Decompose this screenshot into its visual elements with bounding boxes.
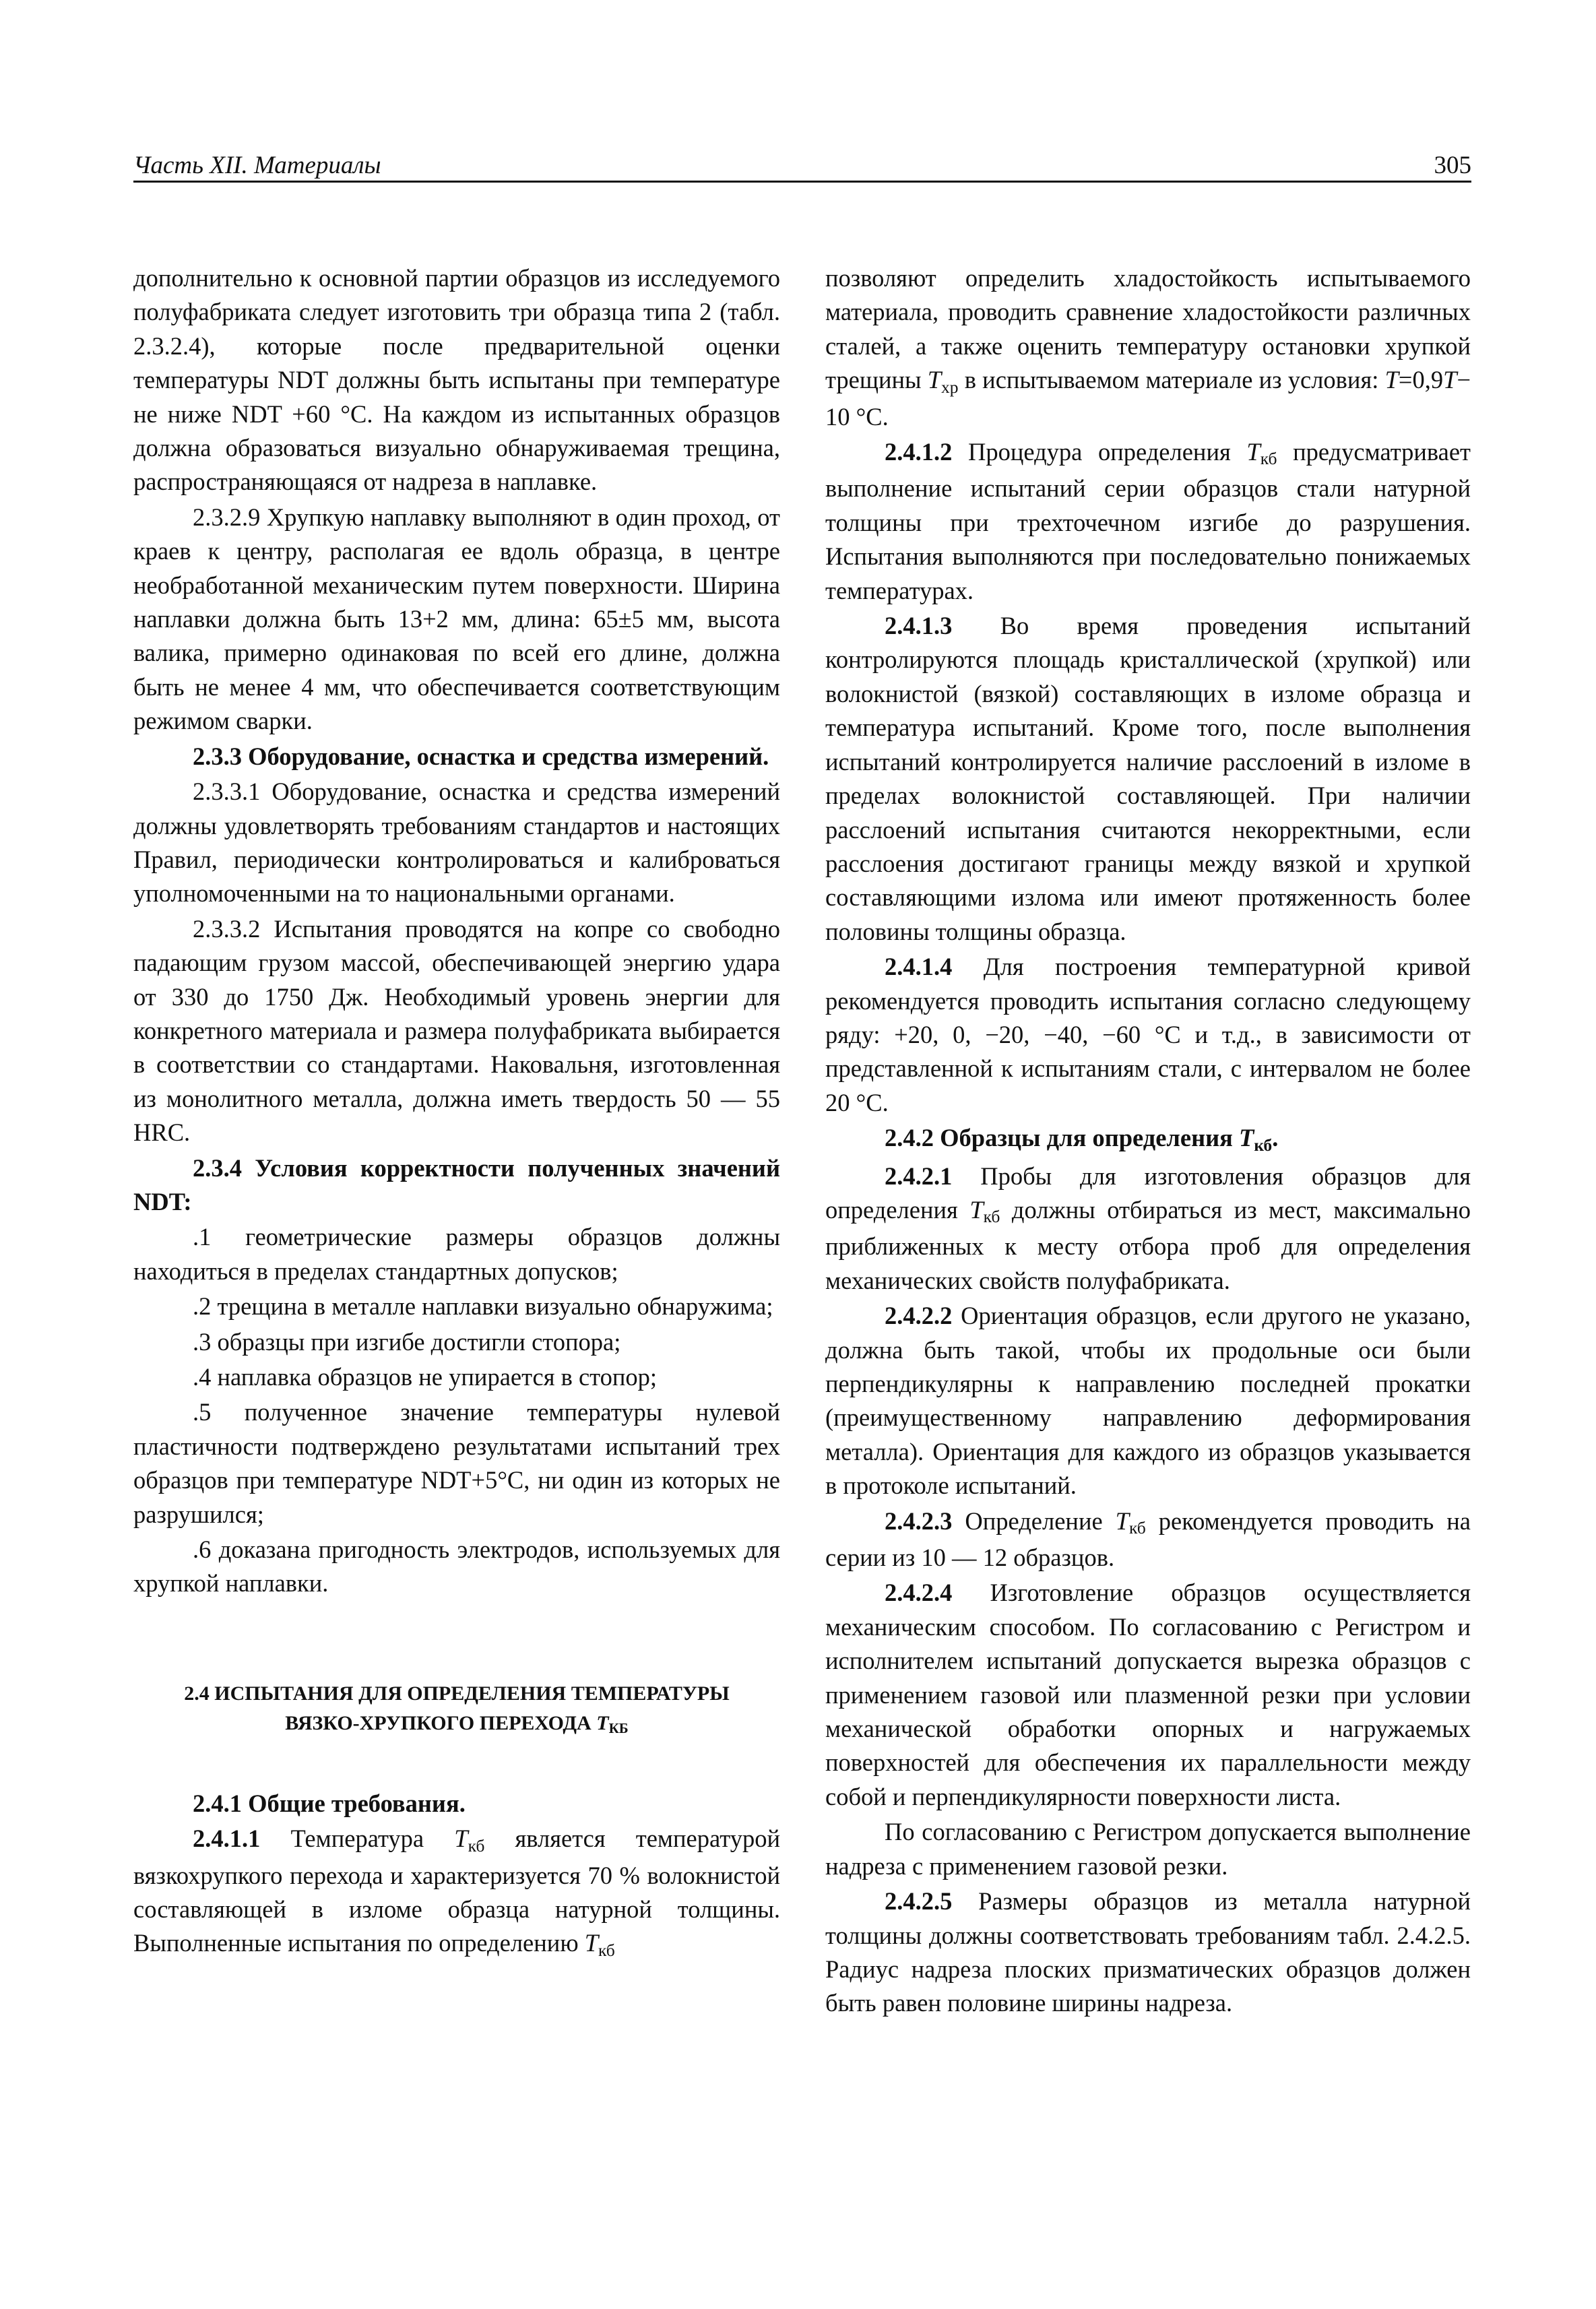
- clause-number: 2.3.3.1: [193, 778, 261, 806]
- paragraph: 2.3.3.1 Оборудование, оснастка и средства измерений должны удовлетворять требованиям стандартов и настоящих Правил, периодически контролироваться и калиброваться уполномоченными на то национальными органами.: [133, 778, 780, 908]
- clause-number: 2.3.3.2: [193, 914, 261, 943]
- clause-number: 2.4.1.2: [885, 438, 953, 466]
- subsection-heading: 2.4.1 Общие требования.: [193, 1789, 466, 1817]
- paragraph: По согласованию с Регистром допускается выполнение надреза с применением газовой резки.: [825, 1818, 1471, 1880]
- paragraph: 2.3.3.2 Испытания проводятся на копре со свободно падающим грузом массой, обеспечивающей энергию удара от 330 до 1750 Дж. Необходимый уровень энергии для конкретного материала и размера полуфабриката выбирается в соответствии со стандартами. Наковальня, изготовленная из монолитного металла, должна иметь твердость 50 — 55 HRC.: [133, 914, 781, 1147]
- list-item: .3 образцы при изгибе достигли стопора;: [193, 1327, 621, 1356]
- paragraph: 2.4.2.1 Пробы для изготовления образцов для определения Tкб должны отбираться из мест, максимально приближенных к месту отбора проб для определения механических свойств полуфабриката.: [825, 1162, 1471, 1294]
- paragraph: 2.4.2.5 Размеры образцов из металла натурной толщины должны соответствовать требованиям табл. 2.4.2.5. Радиус надреза плоских призматических образцов должен быть равен половине ширины надреза.: [825, 1887, 1471, 2017]
- left-column: [133, 261, 780, 1965]
- paragraph: 2.4.2.2 Ориентация образцов, если другого не указано, должна быть такой, чтобы их продольные оси были перпендикулярны к направлению последней прокатки (преимущественному направлению деформирования металла). Ориентация для каждого из образцов указывается в протоколе испытаний.: [825, 1302, 1471, 1500]
- right-column: [825, 261, 1471, 2022]
- section-title: 2.4 ИСПЫТАНИЯ ДЛЯ ОПРЕДЕЛЕНИЯ ТЕМПЕРАТУРЫ ВЯЗКО-ХРУПКОГО ПЕРЕХОДА TКБ: [184, 1682, 730, 1737]
- clause-number: 2.4.2.1: [885, 1162, 953, 1190]
- clause-number: 2.4.1.4: [885, 953, 953, 981]
- paragraph: 2.4.2.4 Изготовление образцов осуществляется механическим способом. По согласованию с Регистром и исполнителем испытаний допускается вырезка образцов с применением газовой или плазменной резки при условии механической обработки опорных и нагружаемых поверхностей для обеспечения их параллельности между собой и перпендикулярности поверхности листа.: [825, 1579, 1471, 1810]
- paragraph: позволяют определить хладостойкость испытываемого материала, проводить сравнение хладостойкости различных сталей, а также оценить температуру остановки хрупкой трещины Tхр в испытываемом материале из условия: T=0,9T− 10 °С.: [825, 264, 1471, 431]
- clause-number: 2.4.2.2: [885, 1302, 953, 1330]
- running-header: [133, 147, 1471, 183]
- clause-number: 2.4.2.5: [885, 1887, 953, 1916]
- paragraph: 2.4.1.3 Во время проведения испытаний контролируются площадь кристаллической (хрупкой) или волокнистой (вязкой) составляющих в изломе образца и температура испытаний. Кроме того, после выполнения испытаний контролируется наличие расслоений в изломе в пределах волокнистой составляющей. При наличии расслоений испытания считаются некорректными, если расслоения достигают границы между вязкой и хрупкой составляющими излома или имеют протяженность более половины толщины образца.: [825, 612, 1471, 945]
- paragraph: 2.4.1.1 Температура Tкб является температурой вязкохрупкого перехода и характеризуется 70 % волокнистой составляющей в изломе образца натурной толщины. Выполненные испытания по определению Tкб: [133, 1825, 781, 1960]
- list-item: .4 наплавка образцов не упирается в стопор;: [193, 1363, 658, 1391]
- subsection-heading: 2.3.3 Оборудование, оснастка и средства измерений.: [193, 742, 769, 770]
- page-number: 305: [1434, 152, 1471, 179]
- list-item: .5 полученное значение температуры нулевой пластичности подтверждено результатами испытаний трех образцов при температуре NDT+5°С, ни один из которых не разрушился;: [133, 1398, 780, 1528]
- paragraph: 2.3.2.9 Хрупкую наплавку выполняют в один проход, от краев к центру, располагая ее вдоль образца, в центре необработанной механическим путем поверхности. Ширина наплавки должна быть 13+2 мм, длина: 65±5 мм, высота валика, примерно одинаковая по всей его длине, должна быть не менее 4 мм, что обеспечивается соответствующим режимом сварки.: [133, 503, 780, 735]
- paragraph: 2.4.2.3 Определение Tкб рекомендуется проводить на серии из 10 — 12 образцов.: [825, 1507, 1471, 1572]
- clause-number: 2.4.2.3: [885, 1507, 953, 1535]
- subsection-heading: 2.4.2 Образцы для определения Tкб.: [885, 1124, 1279, 1155]
- subsection-heading: 2.3.4 Условия корректности полученных значений NDT:: [133, 1153, 780, 1215]
- paragraph: дополнительно к основной партии образцов из исследуемого полуфабриката следует изготовить три образца типа 2 (табл. 2.3.2.4), которые после предварительной оценки температуры NDT должны быть испытаны при температуре не ниже NDT +60 °С. На каждом из испытанных образцов должна образоваться визуально обнаруживаемая трещина, распространяющаяся от надреза в наплавке.: [133, 264, 780, 496]
- clause-number: 2.4.1.1: [193, 1825, 261, 1853]
- paragraph: 2.4.1.2 Процедура определения Tкб предусматривает выполнение испытаний серии образцов стали натурной толщины при трехточечном изгибе до разрушения. Испытания выполняются при последовательно понижаемых температурах.: [825, 438, 1471, 604]
- clause-number: 2.3.2.9: [193, 503, 261, 531]
- list-item: .1 геометрические размеры образцов должны находиться в пределах стандартных допусков;: [133, 1223, 780, 1285]
- header-title: Часть XII. Материалы: [133, 152, 381, 179]
- clause-number: 2.4.1.3: [885, 612, 953, 640]
- clause-number: 2.4.2.4: [885, 1579, 953, 1607]
- list-item: .6 доказана пригодность электродов, используемых для хрупкой наплавки.: [133, 1536, 780, 1598]
- paragraph: 2.4.1.4 Для построения температурной кривой рекомендуется проводить испытания согласно следующему ряду: +20, 0, −20, −40, −60 °С и т.д., в зависимости от представленной к испытаниям стали, с интервалом не более 20 °С.: [825, 953, 1471, 1116]
- list-item: .2 трещина в металле наплавки визуально обнаружима;: [193, 1292, 773, 1321]
